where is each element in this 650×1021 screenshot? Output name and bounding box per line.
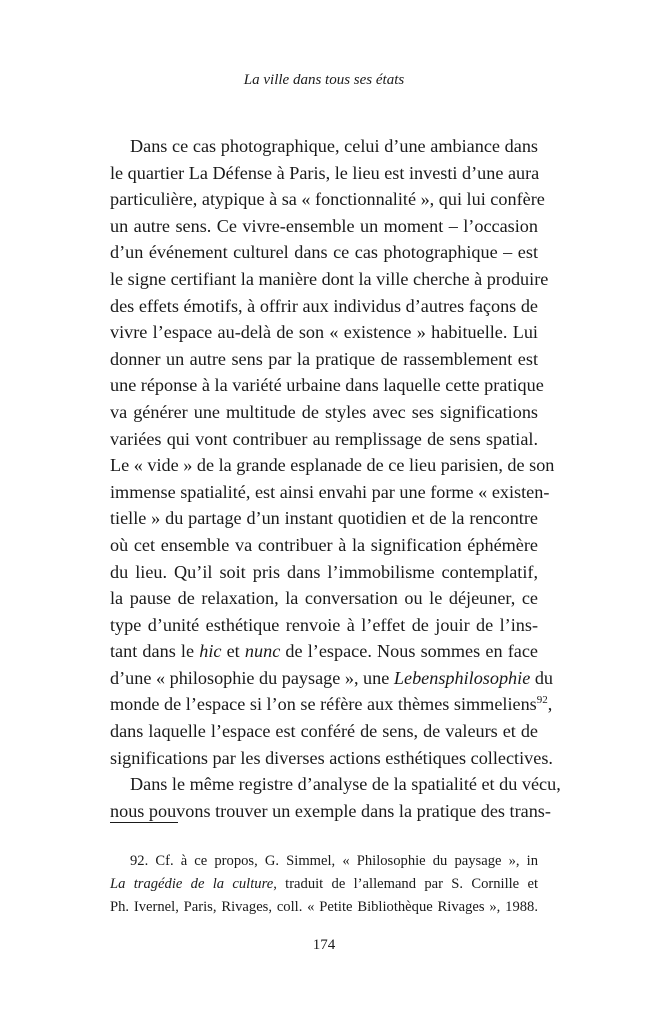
footnote-line: Ph. Ivernel, Paris, Rivages, coll. « Petite Bibliothèque Rivages », 1988. (110, 899, 538, 915)
body-text (110, 133, 561, 824)
italic-term-hic: hic (199, 641, 222, 662)
text-line: donner un autre sens par la pratique de rassemblement est (110, 348, 538, 369)
running-head: La ville dans tous ses états (243, 72, 405, 88)
text-line: tielle » du partage d’un instant quotidien et de la rencontre (110, 508, 538, 529)
text-line: nous pouvons trouver un exemple dans la pratique des trans- (110, 800, 551, 821)
text-line: du lieu. Qu’il soit pris dans l’immobilisme contemplatif, (110, 561, 538, 582)
text-line: des effets émotifs, à offrir aux individus d’autres façons de (110, 295, 538, 316)
text-line: un autre sens. Ce vivre-ensemble un moment – l’occasion (110, 215, 538, 236)
text-segment: tant dans le (110, 641, 200, 662)
text-segment: , traduit de l’allemand par S. Cornille et (273, 876, 538, 892)
footnote-line: 92. Cf. à ce propos, G. Simmel, « Philosophie du paysage », in (130, 853, 538, 869)
italic-term-lebensphilosophie: Lebensphilosophie (393, 667, 531, 688)
text-line: Dans ce cas photographique, celui d’une ambiance dans (130, 136, 538, 156)
text-line: Dans le même registre d’analyse de la spatialité et du vécu, (130, 774, 561, 795)
text-segment: monde de l’espace si l’on se réfère aux thèmes simmeliens (110, 694, 537, 715)
text-line: une réponse à la variété urbaine dans laquelle cette pratique (110, 375, 544, 396)
text-line: immense spatialité, est ainsi envahi par une forme « existen- (110, 481, 550, 502)
footnote-divider (110, 822, 178, 823)
text-line: dans laquelle l’espace est conféré de sens, de valeurs et de (110, 721, 538, 742)
text-line: la pause de relaxation, la conversation ou le déjeuner, ce (110, 588, 538, 609)
footnote-reference: 92 (536, 694, 548, 707)
text-line (110, 691, 553, 718)
text-line: particulière, atypique à sa « fonctionnalité », qui lui confère (110, 189, 545, 210)
footnote-book-title: La tragédie de la culture (110, 876, 274, 892)
text-line: type d’unité esthétique renvoie à l’effet de jouir de l’ins- (110, 614, 538, 635)
page-number: 174 (312, 937, 336, 953)
text-line (110, 638, 538, 665)
text-line: le signe certifiant la manière dont la ville cherche à produire (110, 268, 549, 289)
text-segment: du (530, 667, 554, 688)
italic-term-nunc: nunc (244, 641, 281, 662)
text-segment: et (221, 641, 245, 662)
text-segment: de l’espace. Nous sommes en face (280, 641, 538, 662)
footnote (110, 850, 538, 919)
text-line: variées qui vont contribuer au remplissage de sens spatial. (110, 428, 538, 449)
text-segment: , (547, 694, 553, 715)
text-line: va générer une multitude de styles avec ses significations (110, 401, 538, 422)
text-line: d’un événement culturel dans ce cas photographique – est (110, 242, 538, 263)
text-segment: d’une « philosophie du paysage », une (110, 667, 394, 688)
footnote-line (110, 873, 538, 896)
text-line: le quartier La Défense à Paris, le lieu est investi d’une aura (110, 162, 540, 183)
text-line: significations par les diverses actions esthétiques collectives. (110, 747, 553, 768)
text-line (110, 665, 554, 692)
text-line: Le « vide » de la grande esplanade de ce lieu parisien, de son (110, 455, 555, 476)
text-line: où cet ensemble va contribuer à la signification éphémère (110, 534, 538, 555)
text-line: vivre l’espace au-delà de son « existence » habituelle. Lui (110, 322, 538, 343)
